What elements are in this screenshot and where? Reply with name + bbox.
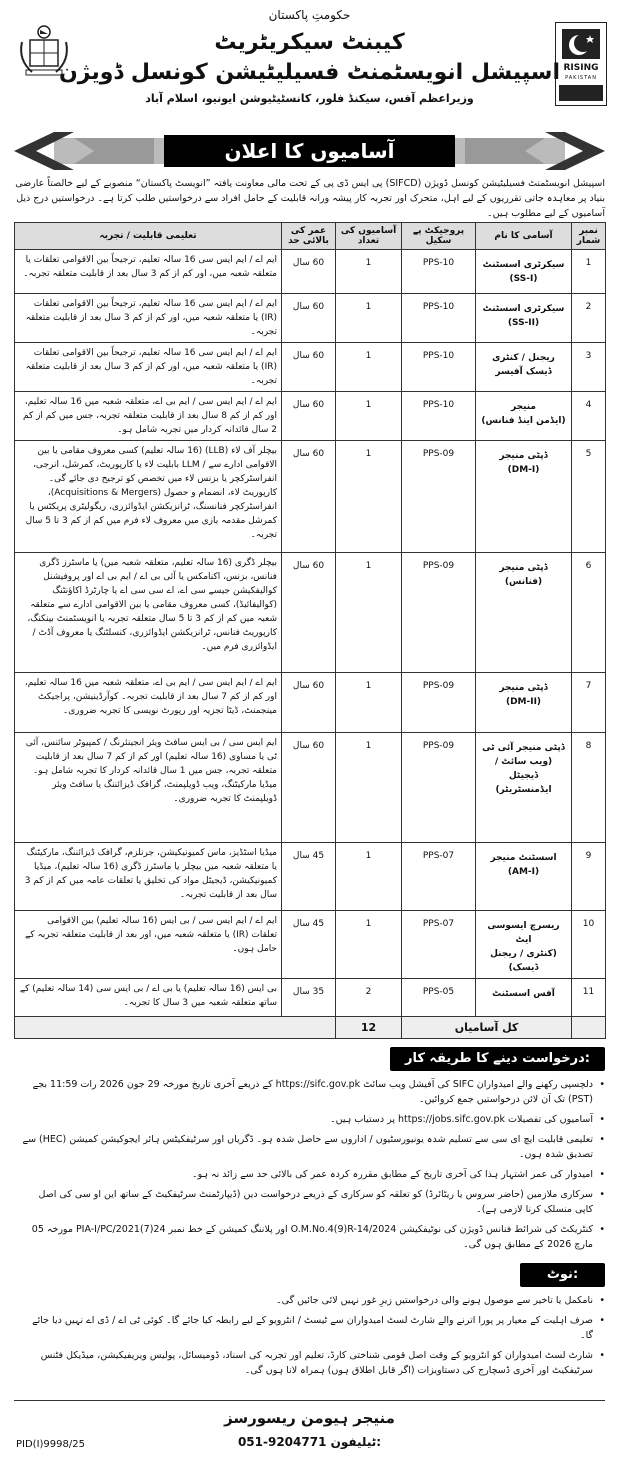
- banner-title: آسامیوں کا اعلان: [164, 135, 455, 167]
- post-name: منیجر: [510, 402, 536, 412]
- list-item: • دلچسپی رکھنے والے امیدواران SIFC کی آفیشل ویب سائٹ https://sifc.gov.pk کے ذریعے آخری تاریخ مورخہ 29 جون 2026 رات 11:59 بجے (PST) تک آن لائن درخواستیں جمع کروائیں۔: [18, 1077, 605, 1107]
- list-item: • نامکمل یا تاخیر سے موصول ہونے والی درخواستیں زیرِ غور نہیں لائی جائیں گی۔: [18, 1293, 605, 1308]
- cell-age: 60 سال: [282, 553, 336, 673]
- cell-age: 45 سال: [282, 843, 336, 911]
- cell-no: 2: [572, 294, 606, 343]
- vacancy-table: [14, 222, 606, 1039]
- cell-qualification: ایم ایس سی / بی ایس سافٹ ویئر انجینئرنگ / کمپیوٹر سائنس، آئی ٹی یا مساوی (16 سالہ تعلیم) اور کم از کم 7 سال بعد از قابلیت متعلقہ تجربہ، جس میں 1 سال قائدانہ کردار کا تجربہ شامل ہو۔ میڈیا مارکیٹنگ، ویب ڈویلپمنٹ، گرافک ڈیزائننگ یا سافٹ ویئر ڈویلپمنٹ کا تجربہ ضروری۔: [15, 733, 282, 843]
- notes-heading: نوٹ:: [520, 1263, 605, 1287]
- telephone: [14, 1435, 605, 1449]
- col-header-scale: پروجیکٹ پے سکیل: [402, 223, 476, 250]
- cell-post: [476, 733, 572, 843]
- cell-qualification: بیچلر ڈگری (16 سالہ تعلیم، متعلقہ شعبہ میں) یا ماسٹرز ڈگری فنانس، بزنس، اکنامکس یا آئی بی اے / ایم بی اے اور پروفیشنل کوالیفکیشن جیسے سی اے، اے سی سی اے یا چارٹرڈ اکاؤنٹنگ (کوالیفائیڈ)، کسی معروف مقامی یا بین الاقوامی ادارے سے متعلقہ شعبہ میں کم از کم 3 تا 5 سال متعلقہ تجربہ یا انویسٹمنٹ بینکنگ، کارپوریٹ فنانس، ٹرانزیکشن ایڈوائزری، کنسلٹنگ یا معروف آڈٹ / ایڈوائزری فرم میں۔: [15, 553, 282, 673]
- cell-scale: PPS-07: [402, 911, 476, 979]
- post-name: ڈپٹی منیجر: [499, 563, 548, 573]
- total-value: 12: [336, 1017, 402, 1039]
- list-item: • تعلیمی قابلیت ایچ ای سی سے تسلیم شدہ یونیورسٹیوں / اداروں سے حاصل شدہ ہو۔ ڈگریاں اور سرٹیفکیٹس ہائر ایجوکیشن کمیشن (HEC) سے تصدیق شدہ ہوں۔: [18, 1132, 605, 1162]
- cell-count: 1: [336, 250, 402, 294]
- cell-scale: PPS-09: [402, 441, 476, 553]
- cell-no: 5: [572, 441, 606, 553]
- col-header-age: عمر کی بالائی حد: [282, 223, 336, 250]
- post-code: (SS-II): [507, 318, 540, 328]
- cell-count: 1: [336, 294, 402, 343]
- post-code: (ایڈمن اینڈ فنانس): [481, 416, 566, 426]
- cell-no: 6: [572, 553, 606, 673]
- manager-hr: منیجر ہیومن ریسورسز: [224, 1409, 395, 1427]
- table-row: [15, 911, 606, 979]
- header: [0, 8, 619, 128]
- cell-scale: PPS-09: [402, 553, 476, 673]
- cell-no: 4: [572, 392, 606, 441]
- address-line: وزیراعظم آفس، سیکنڈ فلور، کانسٹیٹیوشن ایونیو، اسلام آباد: [145, 92, 474, 105]
- cell-count: 1: [336, 673, 402, 733]
- post-name: ڈپٹی منیجر: [499, 451, 548, 461]
- cell-post: [476, 294, 572, 343]
- cell-scale: PPS-10: [402, 343, 476, 392]
- col-header-count: آسامیوں کی تعداد: [336, 223, 402, 250]
- post-code: (DM-I): [507, 465, 540, 475]
- cell-scale: PPS-09: [402, 733, 476, 843]
- cell-qualification: ایم اے / ایم ایس سی 16 سالہ تعلیم، ترجیحاً بین الاقوامی تعلقات یا متعلقہ شعبہ میں، اور کم از کم 3 سال بعد از قابلیت متعلقہ تجربہ۔: [15, 250, 282, 294]
- post-code: (DM-II): [505, 697, 542, 707]
- cell-count: 1: [336, 733, 402, 843]
- table-row: [15, 733, 606, 843]
- cell-no: 9: [572, 843, 606, 911]
- cell-count: 2: [336, 979, 402, 1017]
- cell-scale: PPS-10: [402, 294, 476, 343]
- cell-qualification: بیچلر آف لاء (LLB) (16 سالہ تعلیم) کسی معروف مقامی یا بین الاقوامی ادارے سے / LLM بابلیت لاء یا کارپوریٹ، کمرشل، انرجی، انفراسٹرکچر یا بزنس لاء میں تخصص کو ترجیح دی جائے گی۔ کارپوریٹ لاء، انضمام و حصول (Acquisitions & Mergers)، انفراسٹرکچر فنانسنگ، ٹرانزیکشن ایڈوائزری، ریگولیٹری پریکٹس یا کمرشل مقدمہ بازی میں معروف لاء فرم میں کم از کم 3 تا 5 سال تجربہ۔: [15, 441, 282, 553]
- table-row: [15, 294, 606, 343]
- cell-count: 1: [336, 553, 402, 673]
- cell-post: [476, 911, 572, 979]
- list-item: • شارٹ لسٹ امیدواران کو انٹرویو کے وقت اصل قومی شناختی کارڈ، تعلیم اور تجربہ کی اسناد، ڈومیسائل، پولیس ویریفیکیشن، میڈیکل فٹنس سرٹیفکیٹ اور آخری ڈسچارج کی دستاویزات (اگر قابل اطلاق ہوں) ہمراہ لانا ہوں گی۔: [18, 1348, 605, 1378]
- cell-no: 7: [572, 673, 606, 733]
- cell-post: [476, 392, 572, 441]
- cell-age: 60 سال: [282, 733, 336, 843]
- cell-qualification: ایم اے / ایم ایس سی 16 سالہ تعلیم، ترجیحاً بین الاقوامی تعلقات (IR) یا متعلقہ شعبہ میں، اور کم از کم 3 سال بعد از قابلیت متعلقہ تجربہ۔: [15, 343, 282, 392]
- cell-qualification: میڈیا اسٹڈیز، ماس کمیونیکیشن، جرنلزم، گرافک ڈیزائننگ، مارکیٹنگ یا متعلقہ شعبہ میں بیچلر یا ماسٹرز ڈگری (16 سالہ تعلیم)، میڈیا کمیونیکیشن، ڈیجیٹل مواد کی تخلیق یا تعلقات عامہ میں کم از کم 3 سال بعد از قابلیت تجربہ۔: [15, 843, 282, 911]
- table-row: [15, 392, 606, 441]
- cell-age: 35 سال: [282, 979, 336, 1017]
- cell-no: 3: [572, 343, 606, 392]
- total-spacer: [572, 1017, 606, 1039]
- cell-no: 11: [572, 979, 606, 1017]
- post-name: ریجنل / کنٹری: [492, 353, 555, 363]
- cabinet-title: کیبنٹ سیکریٹریٹ: [214, 30, 405, 55]
- cell-age: 60 سال: [282, 343, 336, 392]
- post-name: سیکرٹری اسسٹنٹ: [482, 304, 565, 314]
- cell-post: [476, 673, 572, 733]
- total-spacer-2: [15, 1017, 336, 1039]
- cell-no: 1: [572, 250, 606, 294]
- cell-age: 60 سال: [282, 392, 336, 441]
- cell-scale: PPS-07: [402, 843, 476, 911]
- cell-scale: PPS-05: [402, 979, 476, 1017]
- notes-list: [18, 1293, 605, 1383]
- table-row: [15, 553, 606, 673]
- total-row: [15, 1017, 606, 1039]
- cell-count: 1: [336, 843, 402, 911]
- cell-age: 60 سال: [282, 673, 336, 733]
- cell-qualification: ایم اے / ایم ایس سی / بی ایس (16 سالہ تعلیم) بین الاقوامی تعلقات (IR) یا متعلقہ شعبہ میں، اور بعد از قابلیت متعلقہ تجربہ کے حامل ہوں۔: [15, 911, 282, 979]
- cell-scale: PPS-10: [402, 250, 476, 294]
- cell-no: 10: [572, 911, 606, 979]
- logo-text: RISING: [563, 63, 599, 73]
- logo-subtext: PAKISTAN: [565, 75, 597, 81]
- list-item: • امیدوار کی عمر اشتہار ہذا کی آخری تاریخ کے مطابق مقررہ کردہ عمر کی بالائی حد سے زائد نہ ہو۔: [18, 1167, 605, 1182]
- cell-post: [476, 441, 572, 553]
- table-row: [15, 673, 606, 733]
- post-name: سیکرٹری اسسٹنٹ: [482, 260, 565, 270]
- table-row: [15, 343, 606, 392]
- cell-count: 1: [336, 343, 402, 392]
- cell-qualification: ایم اے / ایم ایس سی / ایم بی اے، متعلقہ شعبہ میں 16 سالہ تعلیم، اور کم از کم 7 سال بعد از قابلیت تجربہ۔ کوآرڈینیشن، پراجیکٹ مینجمنٹ، ڈیٹا تجزیہ اور رپورٹ نویسی کا تجربہ ضروری۔: [15, 673, 282, 733]
- banner: [14, 132, 605, 170]
- col-header-post: آسامی کا نام: [476, 223, 572, 250]
- cell-post: [476, 343, 572, 392]
- table-row: [15, 979, 606, 1017]
- apply-heading: درخواست دینے کا طریقہ کار:: [390, 1047, 605, 1071]
- cell-count: 1: [336, 392, 402, 441]
- col-header-no: نمبر شمار: [572, 223, 606, 250]
- post-name: ریسرچ ایسوسی ایٹ: [487, 921, 560, 945]
- post-code: (AM-I): [507, 867, 540, 877]
- post-code: (فنانس): [504, 577, 543, 587]
- post-code: ڈیسک آفیسر: [495, 367, 552, 377]
- post-code: (SS-I): [509, 274, 538, 284]
- telephone-label: ٹیلیفون:: [330, 1435, 382, 1449]
- cell-age: 60 سال: [282, 441, 336, 553]
- table-row: [15, 843, 606, 911]
- cell-post: [476, 553, 572, 673]
- cell-age: 60 سال: [282, 294, 336, 343]
- list-item: • کنٹریکٹ کی شرائط فنانس ڈویژن کی نوٹیفکیشن O.M.No.4(9)R-14/2024 اور پلاننگ کمیشن کے خط نمبر 24(7)PIA-I/PC/2021 مورخہ 05 مارچ 2026 کے مطابق ہوں گی۔: [18, 1222, 605, 1252]
- cell-count: 1: [336, 441, 402, 553]
- cell-qualification: ایم اے / ایم ایس سی / ایم بی اے، متعلقہ شعبہ میں 16 سالہ تعلیم، اور کم از کم 8 سال بعد از قابلیت متعلقہ تجربہ، جس میں کم از کم 2 سال قائدانہ کردار میں تجربہ شامل ہو۔: [15, 392, 282, 441]
- post-name: ڈپٹی منیجر: [499, 683, 548, 693]
- list-item: • آسامیوں کی تفصیلات https://jobs.sifc.gov.pk پر دستیاب ہیں۔: [18, 1112, 605, 1127]
- list-item: • سرکاری ملازمین (حاضر سروس یا ریٹائرڈ) کو تعلقہ کو سرکاری کے ذریعے درخواست دیں (ڈیپارٹمنٹ سرٹیفکیٹ کے ساتھ این او سی کی اصل کاپی منسلک کرنا لازمی ہے)۔: [18, 1187, 605, 1217]
- cell-qualification: ایم اے / ایم ایس سی 16 سالہ تعلیم، ترجیحاً بین الاقوامی تعلقات (IR) یا متعلقہ شعبہ میں، اور کم از کم 3 سال بعد از قابلیت متعلقہ تجربہ۔: [15, 294, 282, 343]
- post-name: اسسٹنٹ منیجر: [490, 853, 557, 863]
- cell-scale: PPS-09: [402, 673, 476, 733]
- cell-count: 1: [336, 911, 402, 979]
- col-header-qualification: تعلیمی قابلیت / تجربہ: [15, 223, 282, 250]
- cell-post: [476, 979, 572, 1017]
- cell-age: 60 سال: [282, 250, 336, 294]
- table-header-row: [15, 223, 606, 250]
- post-code: (کنٹری / ریجنل ڈیسک): [490, 949, 557, 973]
- footer: [14, 1400, 605, 1462]
- apply-list: [18, 1077, 605, 1257]
- telephone-number: 051-9204771: [237, 1435, 327, 1449]
- table-row: [15, 441, 606, 553]
- table-row: [15, 250, 606, 294]
- post-code: (ویب سائٹ / ڈیجیٹل ایڈمنسٹریٹر): [494, 757, 553, 795]
- cell-no: 8: [572, 733, 606, 843]
- cell-qualification: بی ایس (16 سالہ تعلیم) یا بی اے / بی ایس سی (14 سالہ تعلیم) کے ساتھ متعلقہ شعبہ میں 3 سال کا تجربہ۔: [15, 979, 282, 1017]
- post-name: ڈپٹی منیجر آئی ٹی: [482, 743, 565, 753]
- post-name: آفس اسسٹنٹ: [492, 989, 555, 999]
- cell-post: [476, 250, 572, 294]
- cell-scale: PPS-10: [402, 392, 476, 441]
- division-title: اسپیشل انویسٹمنٹ فسیلیٹیشن کونسل ڈویژن: [59, 60, 560, 85]
- cell-age: 45 سال: [282, 911, 336, 979]
- list-item: • صرف اہلیت کے معیار پر پورا اترنے والے شارٹ لسٹ امیدواران سے ٹیسٹ / انٹرویو کے لیے رابطہ کیا جائے گا۔ کوئی ٹی اے / ڈی اے نہیں دیا جائے گا۔: [18, 1313, 605, 1343]
- cell-post: [476, 843, 572, 911]
- government-label: حکومتِ پاکستان: [268, 8, 351, 22]
- pid-code: PID(I)9998/25: [16, 1439, 85, 1450]
- intro-paragraph: اسپیشل انویسٹمنٹ فسیلیٹیشن کونسل ڈویژن (SIFCD) پی ایس ڈی پی کے تحت مالی معاونت یافتہ ”انویسٹ پاکستان“ منصوبے کے لیے خالصتاً عارضی بنیاد پر معاہدہ جاتی تقرریوں کے لیے اہل، متحرک اور تجربہ کار پیشہ ورانہ قابلیت کے حامل افراد سے درخواستیں طلب کرتا ہے۔ درخواستیں درج ذیل آسامیوں کے لیے مطلوب ہیں۔: [15, 178, 605, 219]
- total-label: کل آسامیاں: [402, 1017, 572, 1039]
